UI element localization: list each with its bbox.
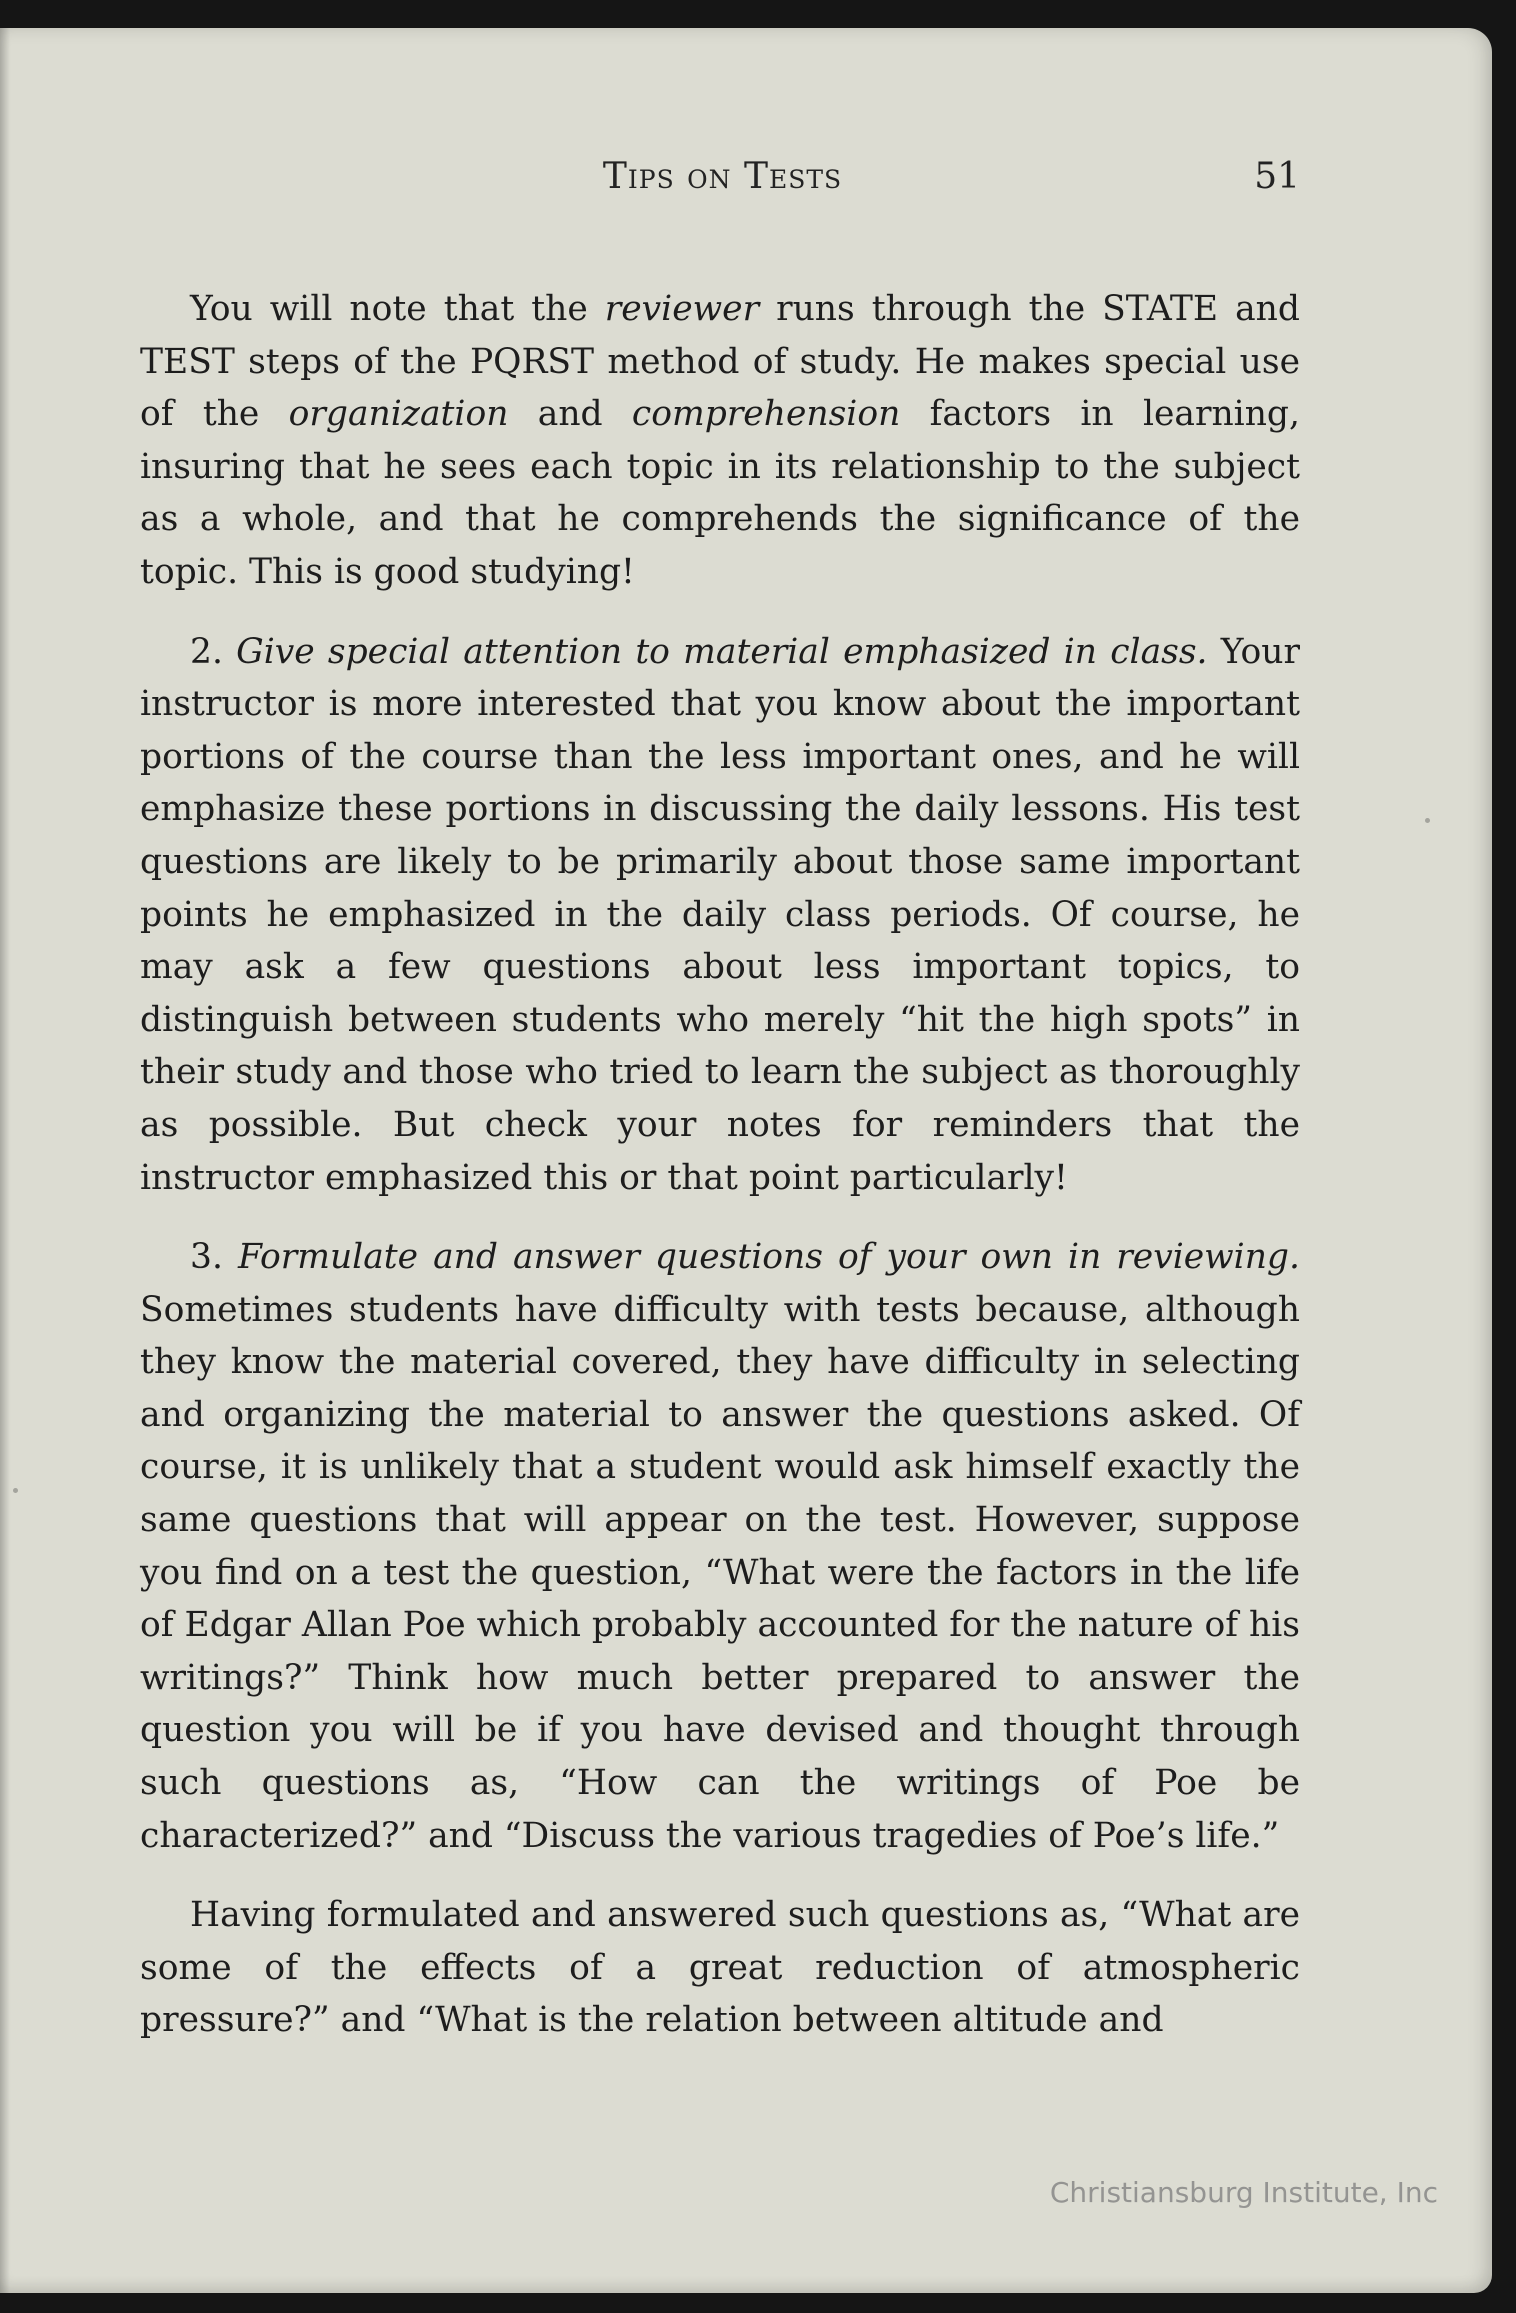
- paragraph-formulate-questions: [140, 1231, 1300, 1862]
- page-spot: [1425, 818, 1430, 823]
- item-heading: Formulate and answer questions of your own in reviewing.: [237, 1237, 1300, 1278]
- page-body: [140, 283, 1300, 2074]
- page-spot: [13, 1488, 18, 1493]
- paragraph-text: factors in learning, insuring that he sees each topic in its relationship to the subject as a whole, and that he comprehends the significance of the topic. This is good studying!: [140, 394, 1300, 592]
- paragraph-text: You will note that the: [190, 289, 605, 329]
- paragraph-text: runs through the STATE and TEST steps of the PQRST method of study. He makes special use of the: [140, 289, 1300, 435]
- paragraph-text: and: [508, 394, 632, 435]
- watermark: Christiansburg Institute, Inc: [1049, 2176, 1438, 2209]
- item-number: 3.: [190, 1237, 223, 1278]
- paragraph-text: Sometimes students have difficulty with tests because, although they know the material covered, they have difficulty in selecting and organizing the material to answer the questions asked. Of course, it is unlikely that a student would ask himself exactly the same questions that will appear on the test. However, suppose you find on a test the question, “What were the factors in the life of Edgar Allan Poe which probably accounted for the nature of his writings?” Think how much better prepared to answer the question you will be if you have devised and thought through such questions as, “How can the writings of Poe be characterized?” and “Discuss the various tragedies of Poe’s life.”: [140, 1289, 1300, 1856]
- item-number: 2.: [190, 631, 223, 672]
- italic-term-comprehension: comprehension: [631, 394, 901, 435]
- paragraph-text: Having formulated and answered such questions as, “What are some of the effects of a great reduction of atmospheric pressure?” and “What is the relation between altitude and: [140, 1895, 1300, 2041]
- paragraph-special-attention: [140, 626, 1300, 1205]
- paragraph-text: Your instructor is more interested that you know about the important portions of the course than the less important ones, and he will emphasize these portions in discussing the daily lessons. His test questions are likely to be primarily about those same important points he emphasized in the daily class periods. Of course, he may ask a few questions about less important topics, to distinguish between students who merely “hit the high spots” in their study and those who tried to learn the subject as thoroughly as possible. But check your notes for reminders that the instructor emphasized this or that point particularly!: [140, 631, 1300, 1198]
- page-number: 51: [1254, 156, 1300, 197]
- page-edge-shadow: [0, 28, 10, 2293]
- book-page: [0, 28, 1492, 2293]
- running-head: [145, 156, 1300, 216]
- running-title: Tips on Tests: [602, 156, 843, 197]
- item-heading: Give special attention to material emphasized in class.: [236, 631, 1208, 672]
- italic-term-reviewer: reviewer: [604, 289, 760, 329]
- paragraph-reviewer: [140, 283, 1300, 599]
- italic-term-organization: organization: [288, 394, 509, 435]
- paragraph-continuation: [140, 1889, 1300, 2047]
